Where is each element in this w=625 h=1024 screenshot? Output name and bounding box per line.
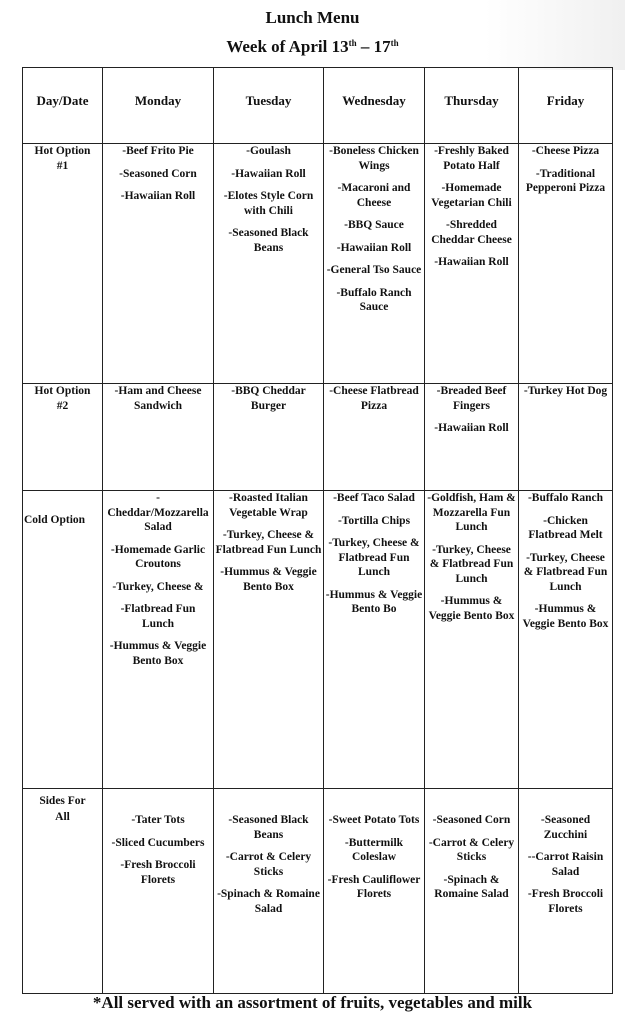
menu-item: -Hummus & Veggie Bento Box [109,640,207,667]
menu-item: -Freshly Baked Potato Half [434,145,509,172]
ordinal-suffix: th [348,38,357,48]
menu-item: - Cheddar/Mozzarella Salad [107,492,209,533]
row-label-line: All [55,811,70,823]
cell-thursday-hot-2 [425,384,519,491]
menu-item: -Traditional Pepperoni Pizza [525,167,606,194]
menu-item: -Buffalo Ranch [527,492,604,504]
menu-item: -BBQ Cheddar Burger [231,385,306,412]
column-header-wednesday: Wednesday [324,68,425,144]
menu-item: -Goulash [246,145,291,157]
table-row-cold-option [23,491,613,789]
cell-friday-hot-2 [519,384,613,491]
cell-wednesday-sides [324,789,425,994]
menu-item: -Carrot & Celery Sticks [428,836,515,863]
column-header-day-date: Day/Date [23,68,103,144]
page-title: Lunch Menu [265,8,360,27]
cell-monday-hot-1 [103,144,214,384]
column-header-friday: Friday [519,68,613,144]
menu-item: -Turkey, Cheese & [112,580,204,593]
week-end-text: – 17 [356,37,391,56]
table-row-hot-option-2 [23,384,613,491]
cell-wednesday-cold [324,491,425,789]
cell-monday-sides [103,789,214,994]
row-label-sides-for-all [23,789,103,994]
menu-item: -Carrot & Celery Sticks [225,851,312,878]
cell-tuesday-hot-2 [214,384,324,491]
row-label-line: Sides For [39,795,86,807]
cell-thursday-sides [425,789,519,994]
menu-item: -Seasoned Black Beans [228,227,309,254]
menu-item: -Seasoned Black Beans [228,814,309,841]
menu-item: -Tortilla Chips [337,514,411,527]
menu-item: -Breaded Beef Fingers [436,385,507,412]
menu-item: -Hawaiian Roll [336,241,412,254]
column-header-thursday: Thursday [425,68,519,144]
table-row-sides [23,789,613,994]
footer-note: *All served with an assortment of fruits, vegetables and milk [92,993,533,1012]
column-header-monday: Monday [103,68,214,144]
menu-item: -Sliced Cucumbers [111,836,205,849]
cell-monday-hot-2 [103,384,214,491]
menu-item: -Seasoned Corn [432,814,511,826]
menu-item: -BBQ Sauce [344,219,404,231]
cell-friday-cold [519,491,613,789]
menu-item: -Seasoned Zucchini [540,814,591,841]
week-subtitle [0,37,625,57]
row-label-line: Hot Option [34,385,91,397]
menu-item: -Fresh Cauliflower Florets [327,873,421,900]
menu-item: -Homemade Garlic Croutons [110,543,206,570]
cell-wednesday-hot-1 [324,144,425,384]
cell-tuesday-sides [214,789,324,994]
menu-item: -Hawaiian Roll [231,167,306,180]
menu-item: -Turkey, Cheese & Flatbread Fun Lunch [429,543,514,585]
menu-item: -Beef Frito Pie [122,145,194,157]
cell-friday-sides [519,789,613,994]
menu-item: -Hummus & Veggie Bento Box [428,595,515,622]
row-label-hot-option-2 [23,384,103,491]
row-label-line: #2 [56,399,69,412]
row-label-hot-option-1 [23,144,103,384]
menu-item: -Turkey, Cheese & Flatbread Fun Lunch [215,529,322,556]
row-label-line: #1 [56,159,69,172]
menu-item: -Hawaiian Roll [120,190,196,202]
menu-item: -Hummus & Veggie Bento Box [220,566,317,593]
cell-thursday-cold [425,491,519,789]
column-header-tuesday: Tuesday [214,68,324,144]
menu-item: -Buffalo Ranch Sauce [336,286,412,313]
menu-item: --Carrot Raisin Salad [527,851,604,878]
cell-tuesday-hot-1 [214,144,324,384]
cell-friday-hot-1 [519,144,613,384]
menu-item: -Roasted Italian Vegetable Wrap [229,492,308,519]
row-label-cold-option [23,491,103,789]
menu-item: -Cheese Pizza [531,145,600,157]
menu-item: -Turkey Hot Dog [523,385,608,397]
cell-thursday-hot-1 [425,144,519,384]
menu-item: -Turkey, Cheese & Flatbread Fun Lunch [523,551,608,593]
menu-item: -General Tso Sauce [326,264,422,276]
menu-item: -Ham and Cheese Sandwich [114,385,202,412]
menu-item: -Boneless Chicken Wings [329,145,419,172]
menu-item: -Sweet Potato Tots [328,814,420,826]
menu-item: -Seasoned Corn [119,167,197,180]
cell-monday-cold [103,491,214,789]
cell-wednesday-hot-2 [324,384,425,491]
menu-item: -Hawaiian Roll [434,256,509,268]
menu-item: -Tater Tots [131,814,185,826]
menu-item: -Turkey, Cheese & Flatbread Fun Lunch [328,537,420,578]
menu-item: -Hummus & Veggie Bento Bo [325,588,423,615]
row-label-line: Cold Option [24,514,86,526]
menu-item: -Fresh Broccoli Florets [120,859,196,886]
menu-item: -Elotes Style Corn with Chili [223,190,314,217]
menu-item: -Macaroni and Cheese [337,182,411,209]
row-label-line: Hot Option [34,145,91,157]
menu-item: -Hawaiian Roll [434,422,509,434]
menu-item: -Homemade Vegetarian Chili [431,182,512,209]
cell-tuesday-cold [214,491,324,789]
ordinal-suffix: th [390,38,399,48]
menu-item: -Beef Taco Salad [333,492,415,504]
menu-item: -Shredded Cheddar Cheese [431,219,512,246]
menu-item: -Spinach & Romaine Salad [434,873,509,900]
menu-item: -Goldfish, Ham & Mozzarella Fun Lunch [427,492,516,533]
menu-item: -Chicken Flatbread Melt [528,514,603,541]
menu-item: -Fresh Broccoli Florets [527,888,604,915]
menu-item: -Hummus & Veggie Bento Box [522,603,609,630]
week-start-text: Week of April 13 [226,37,349,56]
menu-item: -Flatbread Fun Lunch [120,603,196,630]
menu-item: -Spinach & Romaine Salad [217,888,320,915]
header-row [23,68,613,144]
lunch-menu-table [22,67,613,994]
table-row-hot-option-1 [23,144,613,384]
menu-item: -Buttermilk Coleslaw [344,836,404,863]
menu-item: -Cheese Flatbread Pizza [329,385,419,412]
